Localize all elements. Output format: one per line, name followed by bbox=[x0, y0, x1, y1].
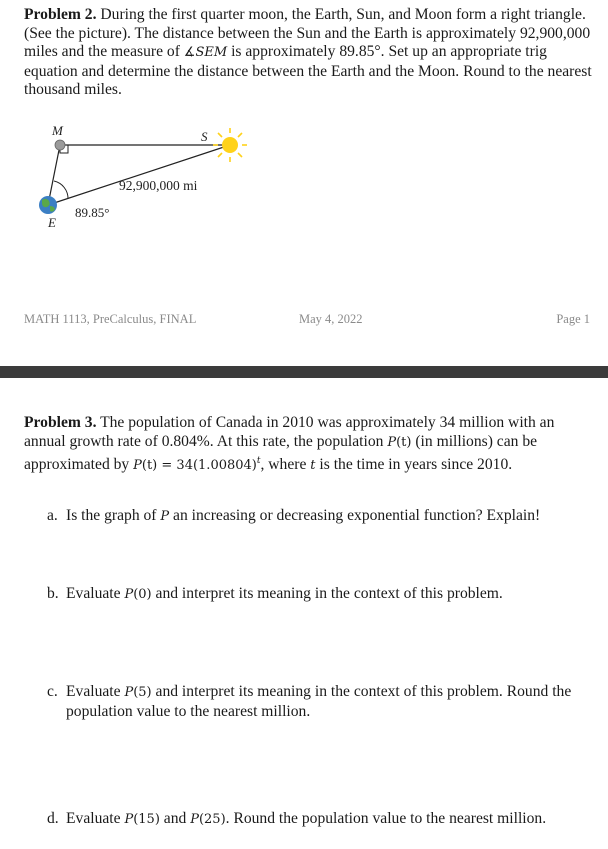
earth-label: E bbox=[48, 215, 56, 230]
footer-date: May 4, 2022 bbox=[299, 312, 363, 326]
moon-earth-side bbox=[48, 145, 60, 205]
part-c: c. Evaluate P(5) and interpret its meaning in the context of this problem. Round the population value to the nearest million. bbox=[47, 683, 572, 720]
distance-label: 92,900,000 mi bbox=[119, 178, 198, 193]
footer-page-number: Page 1 bbox=[556, 312, 590, 326]
part-a: a. Is the graph of P an increasing or decreasing exponential function? Explain! bbox=[47, 507, 541, 524]
part-d: d. Evaluate P(15) and P(25). Round the population value to the nearest million. bbox=[47, 810, 547, 827]
page-2 bbox=[0, 378, 608, 849]
moon-label: M bbox=[52, 123, 63, 138]
angle-label: 89.85° bbox=[75, 205, 110, 220]
earth-sun-side bbox=[48, 145, 230, 205]
page-1 bbox=[0, 0, 608, 366]
footer-course: MATH 1113, PreCalculus, FINAL bbox=[24, 312, 197, 326]
angle-arc bbox=[54, 181, 68, 199]
problem-3-text: Problem 3. The population of Canada in 2010 was approximately 34 million with an annual growth rate of 0.804%. At this rate, the population P(t) (in millions) can be approximated by $P(t) = 34(1.00804)^t$, where t is the time in years since 2010. bbox=[24, 414, 555, 474]
page-separator bbox=[0, 366, 608, 378]
moon-icon bbox=[55, 140, 65, 150]
problem-2-label: Problem 2. bbox=[24, 6, 97, 23]
earth-sun-moon-figure bbox=[30, 118, 290, 238]
sun-label: S bbox=[201, 129, 208, 144]
earth-icon bbox=[39, 196, 57, 214]
part-b: b. Evaluate P(0) and interpret its meaning in the context of this problem. bbox=[47, 585, 503, 602]
problem-3-label: Problem 3. bbox=[24, 414, 97, 431]
problem-2-text: Problem 2. During the first quarter moon, the Earth, Sun, and Moon form a right triangle. (See the picture). The distance between the Sun and the Earth is approximately 92,900,000 miles and the measure of ∡SEM is approximately 89.85°. Set up an appropriate trig equation and determine the distance between the Earth and the Moon. Round to the nearest thousand miles. bbox=[24, 6, 592, 98]
